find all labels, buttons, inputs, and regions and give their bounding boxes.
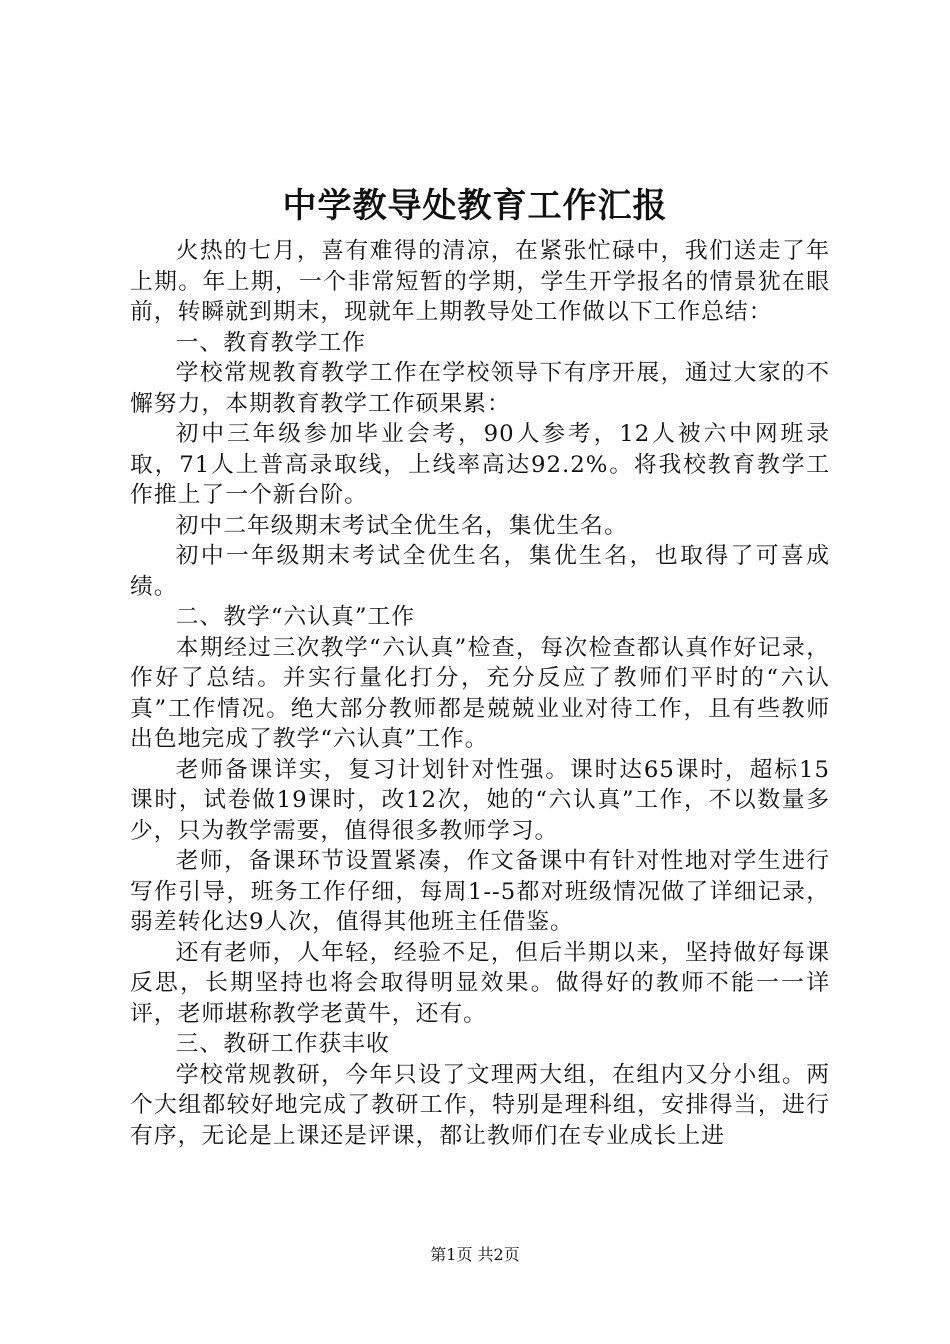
paragraph: 学校常规教育教学工作在学校领导下有序开展，通过大家的不懈努力，本期教育教学工作硕果累： [130,360,830,417]
page-footer: 第1页 共2页 [430,1245,520,1264]
document-title: 中学教导处教育工作汇报 [282,186,668,226]
paragraph: 初中二年级期末考试全优生名，集优生名。 [175,512,628,539]
paragraph-intro: 火热的七月，喜有难得的清凉，在紧张忙碌中，我们送走了年上期。年上期，一个非常短暂的学期，学生开学报名的情景犹在眼前，转瞬就到期末，现就年上期教导处工作做以下工作总结： [130,238,830,325]
paragraph: 初中三年级参加毕业会考，90人参考，12人被六中网班录取，71人上普高录取线，上线率高达92.2%。将我校教育教学工作推上了一个新台阶。 [130,421,830,508]
paragraph: 还有老师，人年轻，经验不足，但后半期以来，坚持做好每课反思，长期坚持也将会取得明显效果。做得好的教师不能一一详评，老师堪称教学老黄牛，还有。 [130,939,830,1027]
paragraph: 老师，备课环节设置紧凑，作文备课中有针对性地对学生进行写作引导，班务工作仔细，每周1--5都对班级情况做了详细记录，弱差转化达9人次，值得其他班主任借鉴。 [130,848,830,935]
section-heading-teaching: 一、教育教学工作 [175,329,366,356]
section-heading-research: 三、教研工作获丰收 [175,1031,390,1057]
section-heading-six-diligence: 二、教学“六认真”工作 [175,604,416,630]
paragraph: 初中一年级期末考试全优生名，集优生名，也取得了可喜成绩。 [130,543,830,600]
paragraph: 老师备课详实，复习计划针对性强。课时达65课时，超标15课时，试卷做19课时，改12次，她的“六认真”工作，不以数量多少，只为教学需要，值得很多教师学习。 [130,756,830,844]
paragraph: 学校常规教研，今年只设了文理两大组，在组内又分小组。两个大组都较好地完成了教研工作，特别是理科组，安排得当，进行有序，无论是上课还是评课，都让教师们在专业成长上进 [130,1061,830,1149]
document-body [130,236,830,1151]
paragraph: 本期经过三次教学“六认真”检查，每次检查都认真作好记录，作好了总结。并实行量化打分，充分反应了教师们平时的“六认真”工作情况。绝大部分教师都是兢兢业业对待工作，且有些教师出色地完成了教学“六认真”工作。 [130,634,830,752]
